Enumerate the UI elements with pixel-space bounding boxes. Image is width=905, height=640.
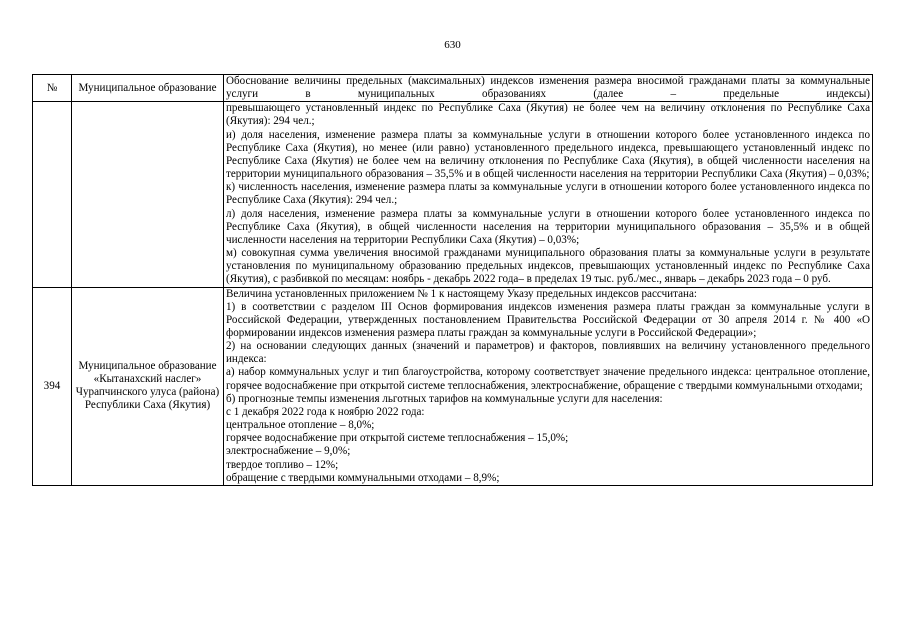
table-header-row [33, 75, 873, 102]
paragraph: горячее водоснабжение при открытой системе теплоснабжения – 15,0%; [226, 432, 569, 445]
row-municipality [72, 102, 224, 287]
paragraph: м) совокупная сумма увеличения вносимой гражданами муниципального образования платы за коммунальные услуги в результате установления по муниципальному образованию предельных индексов, превышающих установленный индекс по Республике Саха (Якутия), с разбивкой по месяцам: ноябрь - декабрь 2022 года– в пределах 19 тыс. руб./мес., январь – декабрь 2023 года – 0 руб. [226, 247, 870, 286]
page-number: 630 [444, 39, 461, 51]
paragraph: и) доля населения, изменение размера платы за коммунальные услуги в отношении которого более установленного индекса по Республике Саха (Якутия), но менее (или равно) установленного предельного индекса, превышающего установленный индекс по Республике Саха (Якутия) не более чем на величину отклонения по Республике Саха (Якутия), в общей численности населения на территории муниципального образования – 35,5% и в общей численности населения на территории Республики Саха (Якутия) – 0,03%; [226, 128, 870, 181]
paragraph: центральное отопление – 8,0%; [226, 419, 375, 432]
paragraph: л) доля населения, изменение размера платы за коммунальные услуги в отношении которого более установленного индекса по Республике Саха (Якутия), в общей численности населения на территории муниципального образования – 35,5% и в общей численности населения на территории Республики Саха (Якутия) – 0,03%; [226, 207, 870, 246]
header-municipality: Муниципальное образование [72, 75, 224, 102]
paragraph: к) численность населения, изменение размера платы за коммунальные услуги в отношении которого более установленного индекса по Республике Саха (Якутия): 294 чел.; [226, 181, 870, 207]
table-row [33, 287, 873, 485]
header-justification: Обоснование величины предельных (максимальных) индексов изменения размера вносимой гражданами платы за коммунальные услуги в муниципальных образованиях (далее – предельные индексы) [224, 75, 873, 102]
paragraph: а) набор коммунальных услуг и тип благоустройства, которому соответствует значение предельного индекса: центральное отопление, горячее водоснабжение при открытой системе теплоснабжения, электроснабжение, обращение с твердыми коммунальными отходами; [226, 366, 870, 392]
paragraph: превышающего установленный индекс по Республике Саха (Якутия) не более чем на величину отклонения по Республике Саха (Якутия): 294 чел.; [226, 102, 870, 128]
paragraph: электроснабжение – 9,0%; [226, 445, 351, 458]
table-row [33, 102, 873, 287]
paragraph: обращение с твердыми коммунальными отходами – 8,9%; [226, 471, 500, 484]
row-municipality: Муниципальное образование «Кытанахский наслег» Чурапчинского улуса (района) Республики Саха (Якутия) [72, 287, 224, 485]
justification-table [32, 74, 873, 486]
row-justification [224, 102, 873, 287]
paragraph: Величина установленных приложением № 1 к настоящему Указу предельных индексов рассчитана: [226, 287, 697, 300]
paragraph: 2) на основании следующих данных (значений и параметров) и факторов, повлиявших на величину установленного предельного индекса: [226, 340, 870, 366]
paragraph: 1) в соответствии с разделом III Основ формирования индексов изменения размера платы граждан за коммунальные услуги в Российской Федерации, утвержденных постановлением Правительства Российской Федерации от 30 апреля 2014 г. № 400 «О формировании индексов изменения размера платы граждан за коммунальные услуги в Российской Федерации»; [226, 300, 870, 339]
paragraph: с 1 декабря 2022 года к ноябрю 2022 года: [226, 405, 425, 418]
header-number: № [33, 75, 72, 102]
row-justification [224, 287, 873, 485]
row-number [33, 102, 72, 287]
paragraph: б) прогнозные темпы изменения льготных тарифов на коммунальные услуги для населения: [226, 392, 663, 405]
row-number: 394 [33, 287, 72, 485]
paragraph: твердое топливо – 12%; [226, 458, 339, 471]
